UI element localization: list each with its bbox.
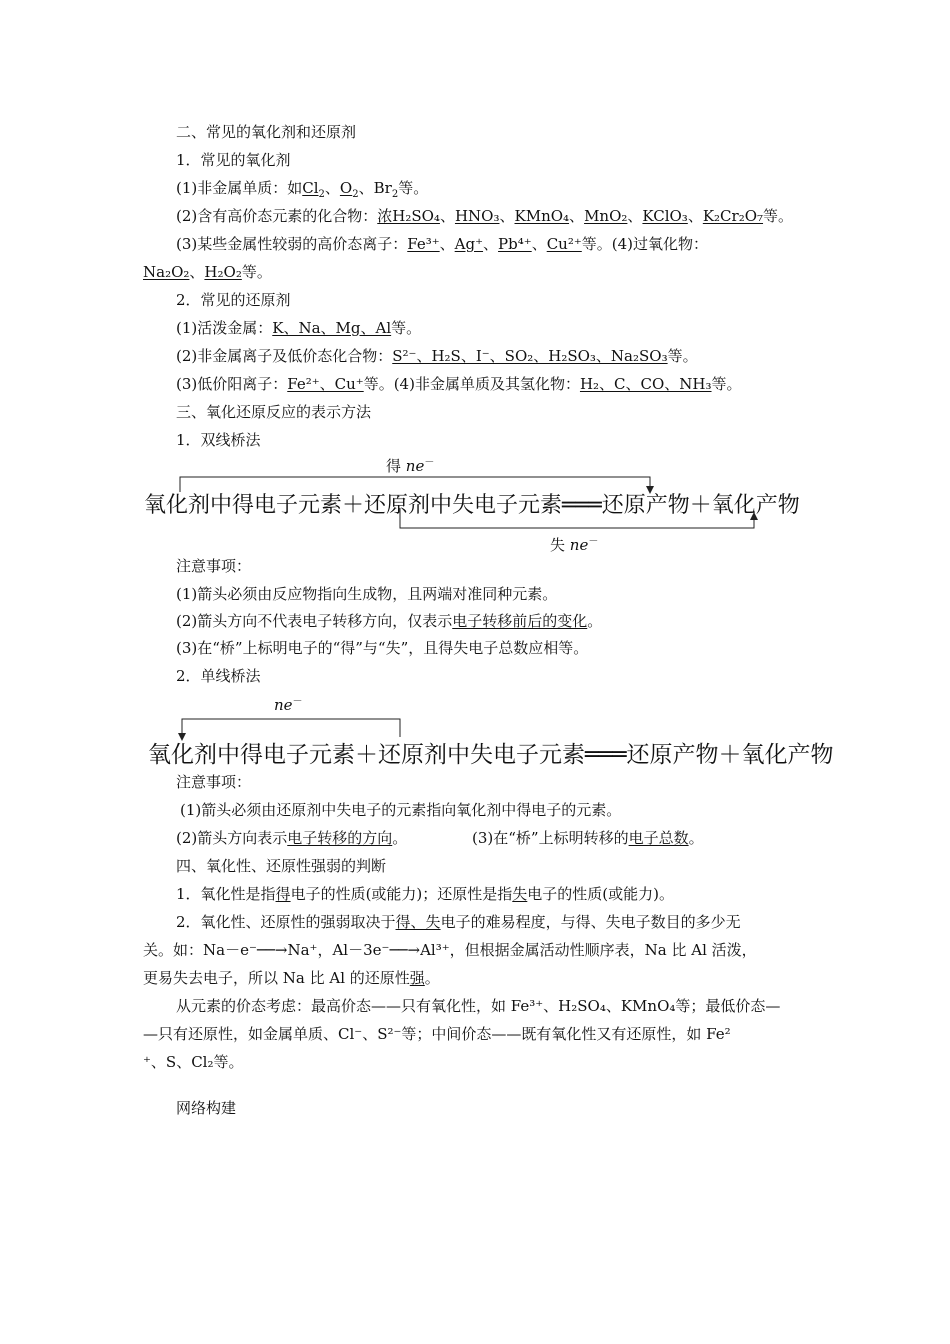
section-heading-4: 四、氧化性、还原性强弱的判断 <box>176 857 387 875</box>
oxidant-line-3-cont: Na₂O₂、H₂O₂等。 <box>143 263 272 281</box>
note-single-1: (1)箭头必须由还原剂中失电子的元素指向氧化剂中得电子的元素。 <box>180 801 622 819</box>
single-bridge-equation: 氧化剂中得电子元素＋还原剂中失电子元素═══还原产物＋氧化产物 <box>148 742 834 768</box>
network-heading: 网络构建 <box>176 1099 237 1117</box>
reductant-line-3: (3)低价阳离子：Fe²⁺、Cu⁺等。(4)非金属单质及其氢化物：H₂、C、CO、NH₃等。 <box>176 375 742 393</box>
lose-electron-label: 失 ne－ <box>550 536 599 554</box>
para-3-line-1: 从元素的价态考虑：最高价态——只有氧化性，如 Fe³⁺、H₂SO₄、KMnO₄等；最低价态— <box>176 997 781 1015</box>
para-2-line-2: 关。如：Na－e⁻──→Na⁺，Al－3e⁻──→Al³⁺，但根据金属活动性顺序表，Na 比 Al 活泼， <box>143 941 757 959</box>
double-bridge-equation: 氧化剂中得电子元素＋还原剂中失电子元素═══还原产物＋氧化产物 <box>144 493 800 518</box>
gain-electron-label: 得 ne－ <box>386 457 435 475</box>
note-2: (2)箭头方向不代表电子转移方向，仅表示电子转移前后的变化。 <box>176 612 603 630</box>
oxidant-line-3: (3)某些金属性较弱的高价态离子：Fe³⁺、Ag⁺、Pb⁴⁺、Cu²⁺等。(4)过氧化物： <box>176 235 709 253</box>
oxidant-line-1: (1)非金属单质：如$Cl_2$、$O_2$、$Br_2$等。 <box>176 179 429 200</box>
para-2-line-3: 更易失去电子，所以 Na 比 Al 的还原性强。 <box>143 969 440 987</box>
subheading-double-bridge: 1．双线桥法 <box>176 431 261 449</box>
reductant-line-2: (2)非金属离子及低价态化合物：S²⁻、H₂S、I⁻、SO₂、H₂SO₃、Na₂SO₃等。 <box>176 347 698 365</box>
oxidant-line-2: (2)含有高价态元素的化合物：浓H₂SO₄、HNO₃、KMnO₄、MnO₂、KClO₃、K₂Cr₂O₇等。 <box>176 207 794 225</box>
note-1: (1)箭头必须由反应物指向生成物，且两端对准同种元素。 <box>176 585 558 603</box>
notes-title-1: 注意事项： <box>176 557 252 575</box>
note-single-3: (3)在“桥”上标明转移的电子总数。 <box>472 829 704 847</box>
para-3-line-2: —只有还原性，如金属单质、Cl⁻、S²⁻等；中间价态——既有氧化性又有还原性，如 Fe² <box>143 1025 731 1043</box>
para-1: 1．氧化性是指得电子的性质(或能力)；还原性是指失电子的性质(或能力)。 <box>176 885 675 903</box>
subheading-single-bridge: 2．单线桥法 <box>176 667 261 685</box>
notes-title-2: 注意事项： <box>176 773 252 791</box>
single-bridge-electron-label: ne－ <box>274 696 303 714</box>
note-3: (3)在“桥”上标明电子的“得”与“失”，且得失电子总数应相等。 <box>176 639 589 657</box>
subheading-oxidants: 1．常见的氧化剂 <box>176 151 291 169</box>
para-2-line-1: 2．氧化性、还原性的强弱取决于得、失电子的难易程度，与得、失电子数目的多少无 <box>176 913 741 931</box>
subheading-reductants: 2．常见的还原剂 <box>176 291 291 309</box>
note-single-2: (2)箭头方向表示电子转移的方向。 <box>176 829 408 847</box>
para-3-line-3: ⁺、S、Cl₂等。 <box>143 1053 244 1071</box>
section-heading-2: 二、常见的氧化剂和还原剂 <box>176 123 357 141</box>
reductant-line-1: (1)活泼金属：K、Na、Mg、Al等。 <box>176 319 422 337</box>
section-heading-3: 三、氧化还原反应的表示方法 <box>176 403 372 421</box>
